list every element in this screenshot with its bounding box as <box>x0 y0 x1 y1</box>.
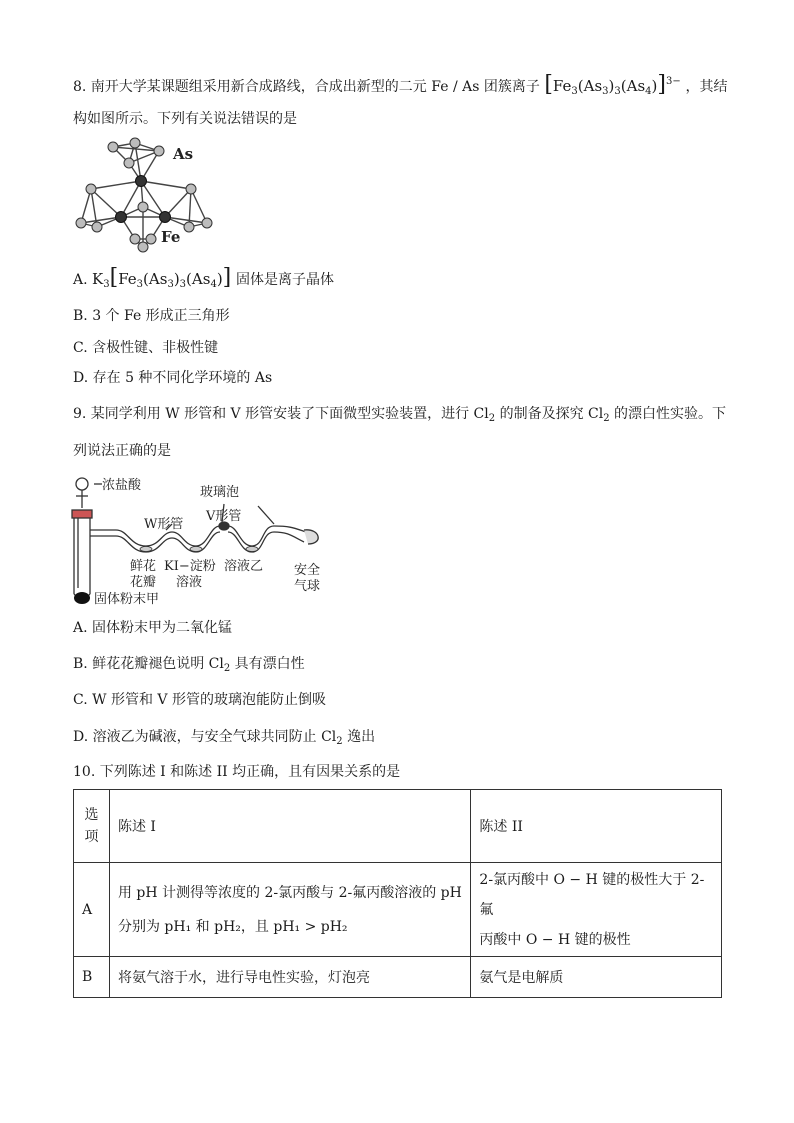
svg-text:Fe: Fe <box>161 228 181 246</box>
q8-stem-text: 8. 南开大学某课题组采用新合成路线，合成出新型的二元 Fe / As 团簇离子 <box>73 79 540 95</box>
row-statement-2: 2-氯丙酸中 O − H 键的极性大于 2-氟 丙酸中 O − H 键的极性 <box>471 863 722 957</box>
q9-option-d: D. 溶液乙为碱液，与安全气球共同防止 $Cl_2$ 逸出 <box>73 729 376 747</box>
svg-text:花瓣: 花瓣 <box>130 575 157 590</box>
q8-stem-line2: 构如图所示。下列有关说法错误的是 <box>73 111 297 127</box>
table-row <box>74 863 722 957</box>
row-statement-1: 用 pH 计测得等浓度的 2-氯丙酸与 2-氟丙酸溶液的 pH 分别为 pH₁ 和 pH₂，且 pH₁ > pH₂ <box>109 863 470 957</box>
q8-option-a: A. $K_3[Fe_3(As_3)_3(As_4)]$ 固体是离子晶体 <box>73 265 335 290</box>
table-header-row <box>74 790 722 863</box>
q9-stem-line2: 列说法正确的是 <box>73 443 171 459</box>
q8-stem-line1 <box>73 72 728 102</box>
svg-text:鲜花: 鲜花 <box>130 559 157 574</box>
svg-text:KI−淀粉: KI−淀粉 <box>164 559 216 574</box>
q9-option-b: B. 鲜花花瓣褪色说明 $Cl_2$ 具有漂白性 <box>73 656 305 674</box>
header-statement-2: 陈述 II <box>471 790 722 863</box>
header-option: 选 项 <box>74 790 110 863</box>
row-option: B <box>74 957 110 998</box>
svg-text:溶液: 溶液 <box>176 575 203 590</box>
row-option: A <box>74 863 110 957</box>
svg-text:气球: 气球 <box>294 579 321 594</box>
row-statement-1: 将氨气溶于水，进行导电性实验，灯泡亮 <box>109 957 470 998</box>
header-statement-1: 陈述 I <box>109 790 470 863</box>
svg-text:安全: 安全 <box>294 563 321 578</box>
cluster-formula: $[Fe_3(As_3)_3(As_4)]^{3-}$ <box>544 72 681 97</box>
svg-text:溶液乙: 溶液乙 <box>224 559 264 574</box>
q10-table <box>73 789 722 998</box>
svg-text:V形管: V形管 <box>206 509 242 524</box>
svg-text:固体粉末甲: 固体粉末甲 <box>94 592 160 607</box>
q8-option-c: C. 含极性键、非极性键 <box>73 340 219 356</box>
q9-stem-line1: 9. 某同学利用 W 形管和 V 形管安装了下面微型实验装置，进行 $Cl_2$ 的制备及探究 $Cl_2$ 的漂白性实验。下 <box>73 406 727 424</box>
svg-text:As: As <box>173 145 194 163</box>
q9-option-a: A. 固体粉末甲为二氧化锰 <box>73 620 233 636</box>
q8-option-b: B. 3 个 Fe 形成正三角形 <box>73 308 230 324</box>
svg-text:W形管: W形管 <box>144 517 184 532</box>
q8-option-d: D. 存在 5 种不同化学环境的 As <box>73 370 273 386</box>
q9-option-c: C. W 形管和 V 形管的玻璃泡能防止倒吸 <box>73 692 326 708</box>
svg-text:浓盐酸: 浓盐酸 <box>102 478 142 493</box>
fe-as-cluster-figure <box>73 135 218 255</box>
table-row <box>74 957 722 998</box>
svg-text:玻璃泡: 玻璃泡 <box>200 485 240 500</box>
q10-stem: 10. 下列陈述 I 和陈述 II 均正确，且有因果关系的是 <box>73 764 401 780</box>
q8-stem-text-2: ，其结 <box>685 79 728 95</box>
w-v-tube-apparatus-figure <box>68 470 330 610</box>
row-statement-2: 氨气是电解质 <box>471 957 722 998</box>
k3-formula: $K_3[Fe_3(As_3)_3(As_4)]$ <box>92 265 232 290</box>
